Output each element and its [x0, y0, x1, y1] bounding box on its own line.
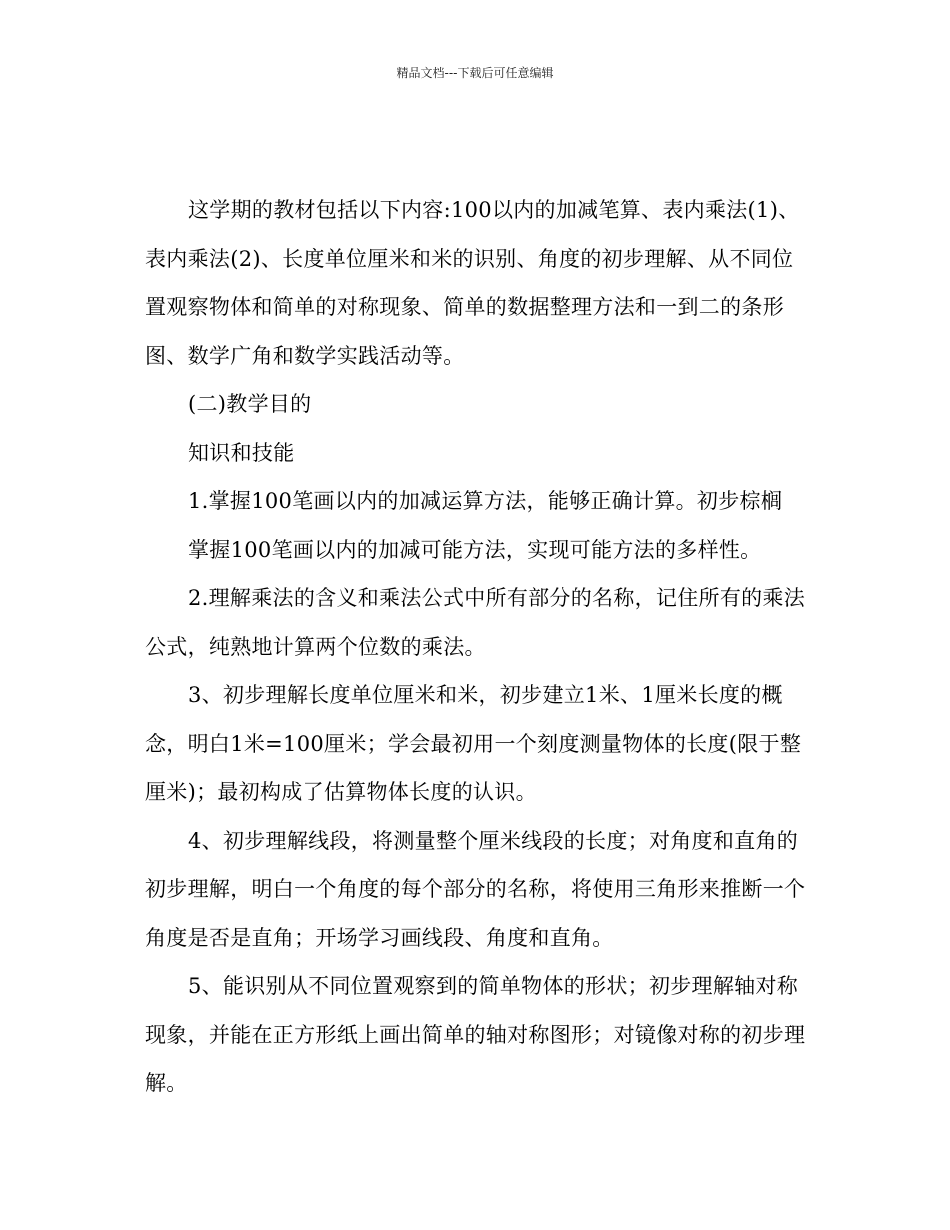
document-body	[145, 186, 810, 1108]
heading-teaching-goals: (二)教学目的	[188, 392, 312, 416]
paragraph-goal-2: 2.理解乘法的含义和乘法公式中所有部分的名称，记住所有的乘法公式，纯熟地计算两个位数的乘法。	[145, 586, 806, 659]
paragraph-goal-3: 3、初步理解长度单位厘米和米，初步建立1米、1厘米长度的概念，明白1米=100厘米；学会最初用一个刻度测量物体的长度(限于整厘米)；最初构成了估算物体长度的认识。	[145, 683, 802, 804]
heading-knowledge-skills: 知识和技能	[188, 440, 295, 465]
page-header: 精品文档---下载后可任意编辑	[396, 66, 554, 80]
paragraph-goal-5: 5、能识别从不同位置观察到的简单物体的形状；初步理解轴对称现象，并能在正方形纸上画出简单的轴对称图形；对镜像对称的初步理解。	[145, 974, 806, 1095]
paragraph-goal-1: 1.掌握100笔画以内的加减运算方法，能够正确计算。初步棕榈	[188, 489, 783, 513]
paragraph-curriculum-contents: 这学期的教材包括以下内容:100以内的加减笔算、表内乘法(1)、表内乘法(2)、长度单位厘米和米的识别、角度的初步理解、从不同位置观察物体和简单的对称现象、简单的数据整理方法和一到二的条形图、数学广角和数学实践活动等。	[145, 198, 800, 368]
paragraph-goal-4: 4、初步理解线段，将测量整个厘米线段的长度；对角度和直角的初步理解，明白一个角度的每个部分的名称，将使用三角形来推断一个角度是否是直角；开场学习画线段、角度和直角。	[145, 828, 806, 950]
paragraph-goal-1-continued: 掌握100笔画以内的加减可能方法，实现可能方法的多样性。	[188, 537, 762, 562]
